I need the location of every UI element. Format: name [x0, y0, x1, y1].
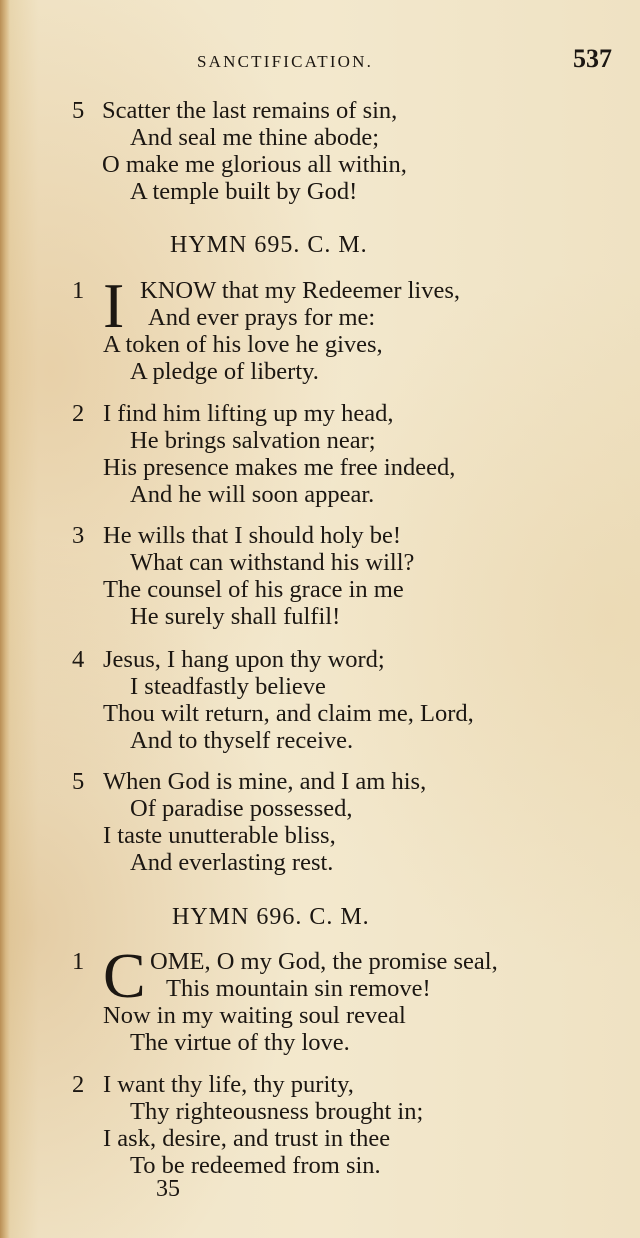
verse-line: O make me glorious all within, [102, 151, 407, 178]
verse-line: What can withstand his will? [130, 549, 415, 576]
page-gutter [0, 0, 10, 1238]
verse-line: And seal me thine abode; [130, 124, 380, 151]
running-head: SANCTIFICATION. [197, 52, 374, 71]
verse-line: Thou wilt return, and claim me, Lord, [103, 700, 474, 727]
verse-line: And ever prays for me: [148, 304, 376, 331]
verse-line: The virtue of thy love. [130, 1029, 350, 1056]
verse-line: And everlasting rest. [130, 849, 334, 876]
verse-line: Now in my waiting soul reveal [103, 1002, 406, 1029]
stanza-number: 1 [72, 277, 85, 304]
verse-line: KNOW that my Redeemer lives, [140, 277, 461, 304]
stanza-number: 3 [72, 522, 85, 549]
drop-cap: I [103, 270, 125, 341]
verse-line: And he will soon appear. [130, 481, 375, 508]
page-number: 537 [573, 44, 612, 73]
verse-line: A temple built by God! [130, 178, 358, 205]
signature-mark: 35 [156, 1176, 180, 1202]
verse-line: His presence makes me free indeed, [103, 454, 456, 481]
verse-line: I want thy life, thy purity, [103, 1071, 354, 1098]
drop-cap: C [103, 940, 146, 1011]
verse-line: And to thyself receive. [130, 727, 354, 754]
verse-line: OME, O my God, the promise seal, [150, 948, 498, 975]
verse-line: To be redeemed from sin. [130, 1152, 381, 1179]
verse-line: A token of his love he gives, [103, 331, 383, 358]
verse-line: I steadfastly believe [130, 673, 326, 700]
stanza-number: 1 [72, 948, 85, 975]
verse-line: Of paradise possessed, [130, 795, 353, 822]
stanza-number: 2 [72, 400, 85, 427]
verse-line: Thy righteousness brought in; [130, 1098, 424, 1125]
stanza-number: 5 [72, 768, 85, 795]
stanza-number: 4 [72, 646, 85, 673]
verse-line: This mountain sin remove! [166, 975, 431, 1002]
verse-line: I taste unutterable bliss, [103, 822, 336, 849]
hymn-title: HYMN 696. C. M. [172, 904, 370, 930]
verse-line: He surely shall fulfil! [130, 603, 341, 630]
verse-line: A pledge of liberty. [130, 358, 319, 385]
stanza-number: 5 [72, 97, 85, 124]
verse-line: When God is mine, and I am his, [103, 768, 427, 795]
verse-line: He wills that I should holy be! [103, 522, 402, 549]
verse-line: The counsel of his grace in me [103, 576, 404, 603]
hymn-title: HYMN 695. C. M. [170, 232, 368, 258]
verse-line: I ask, desire, and trust in thee [103, 1125, 391, 1152]
stanza-number: 2 [72, 1071, 85, 1098]
verse-line: Jesus, I hang upon thy word; [103, 646, 385, 673]
verse-line: I find him lifting up my head, [103, 400, 394, 427]
verse-line: He brings salvation near; [130, 427, 376, 454]
verse-line: Scatter the last remains of sin, [102, 97, 398, 124]
